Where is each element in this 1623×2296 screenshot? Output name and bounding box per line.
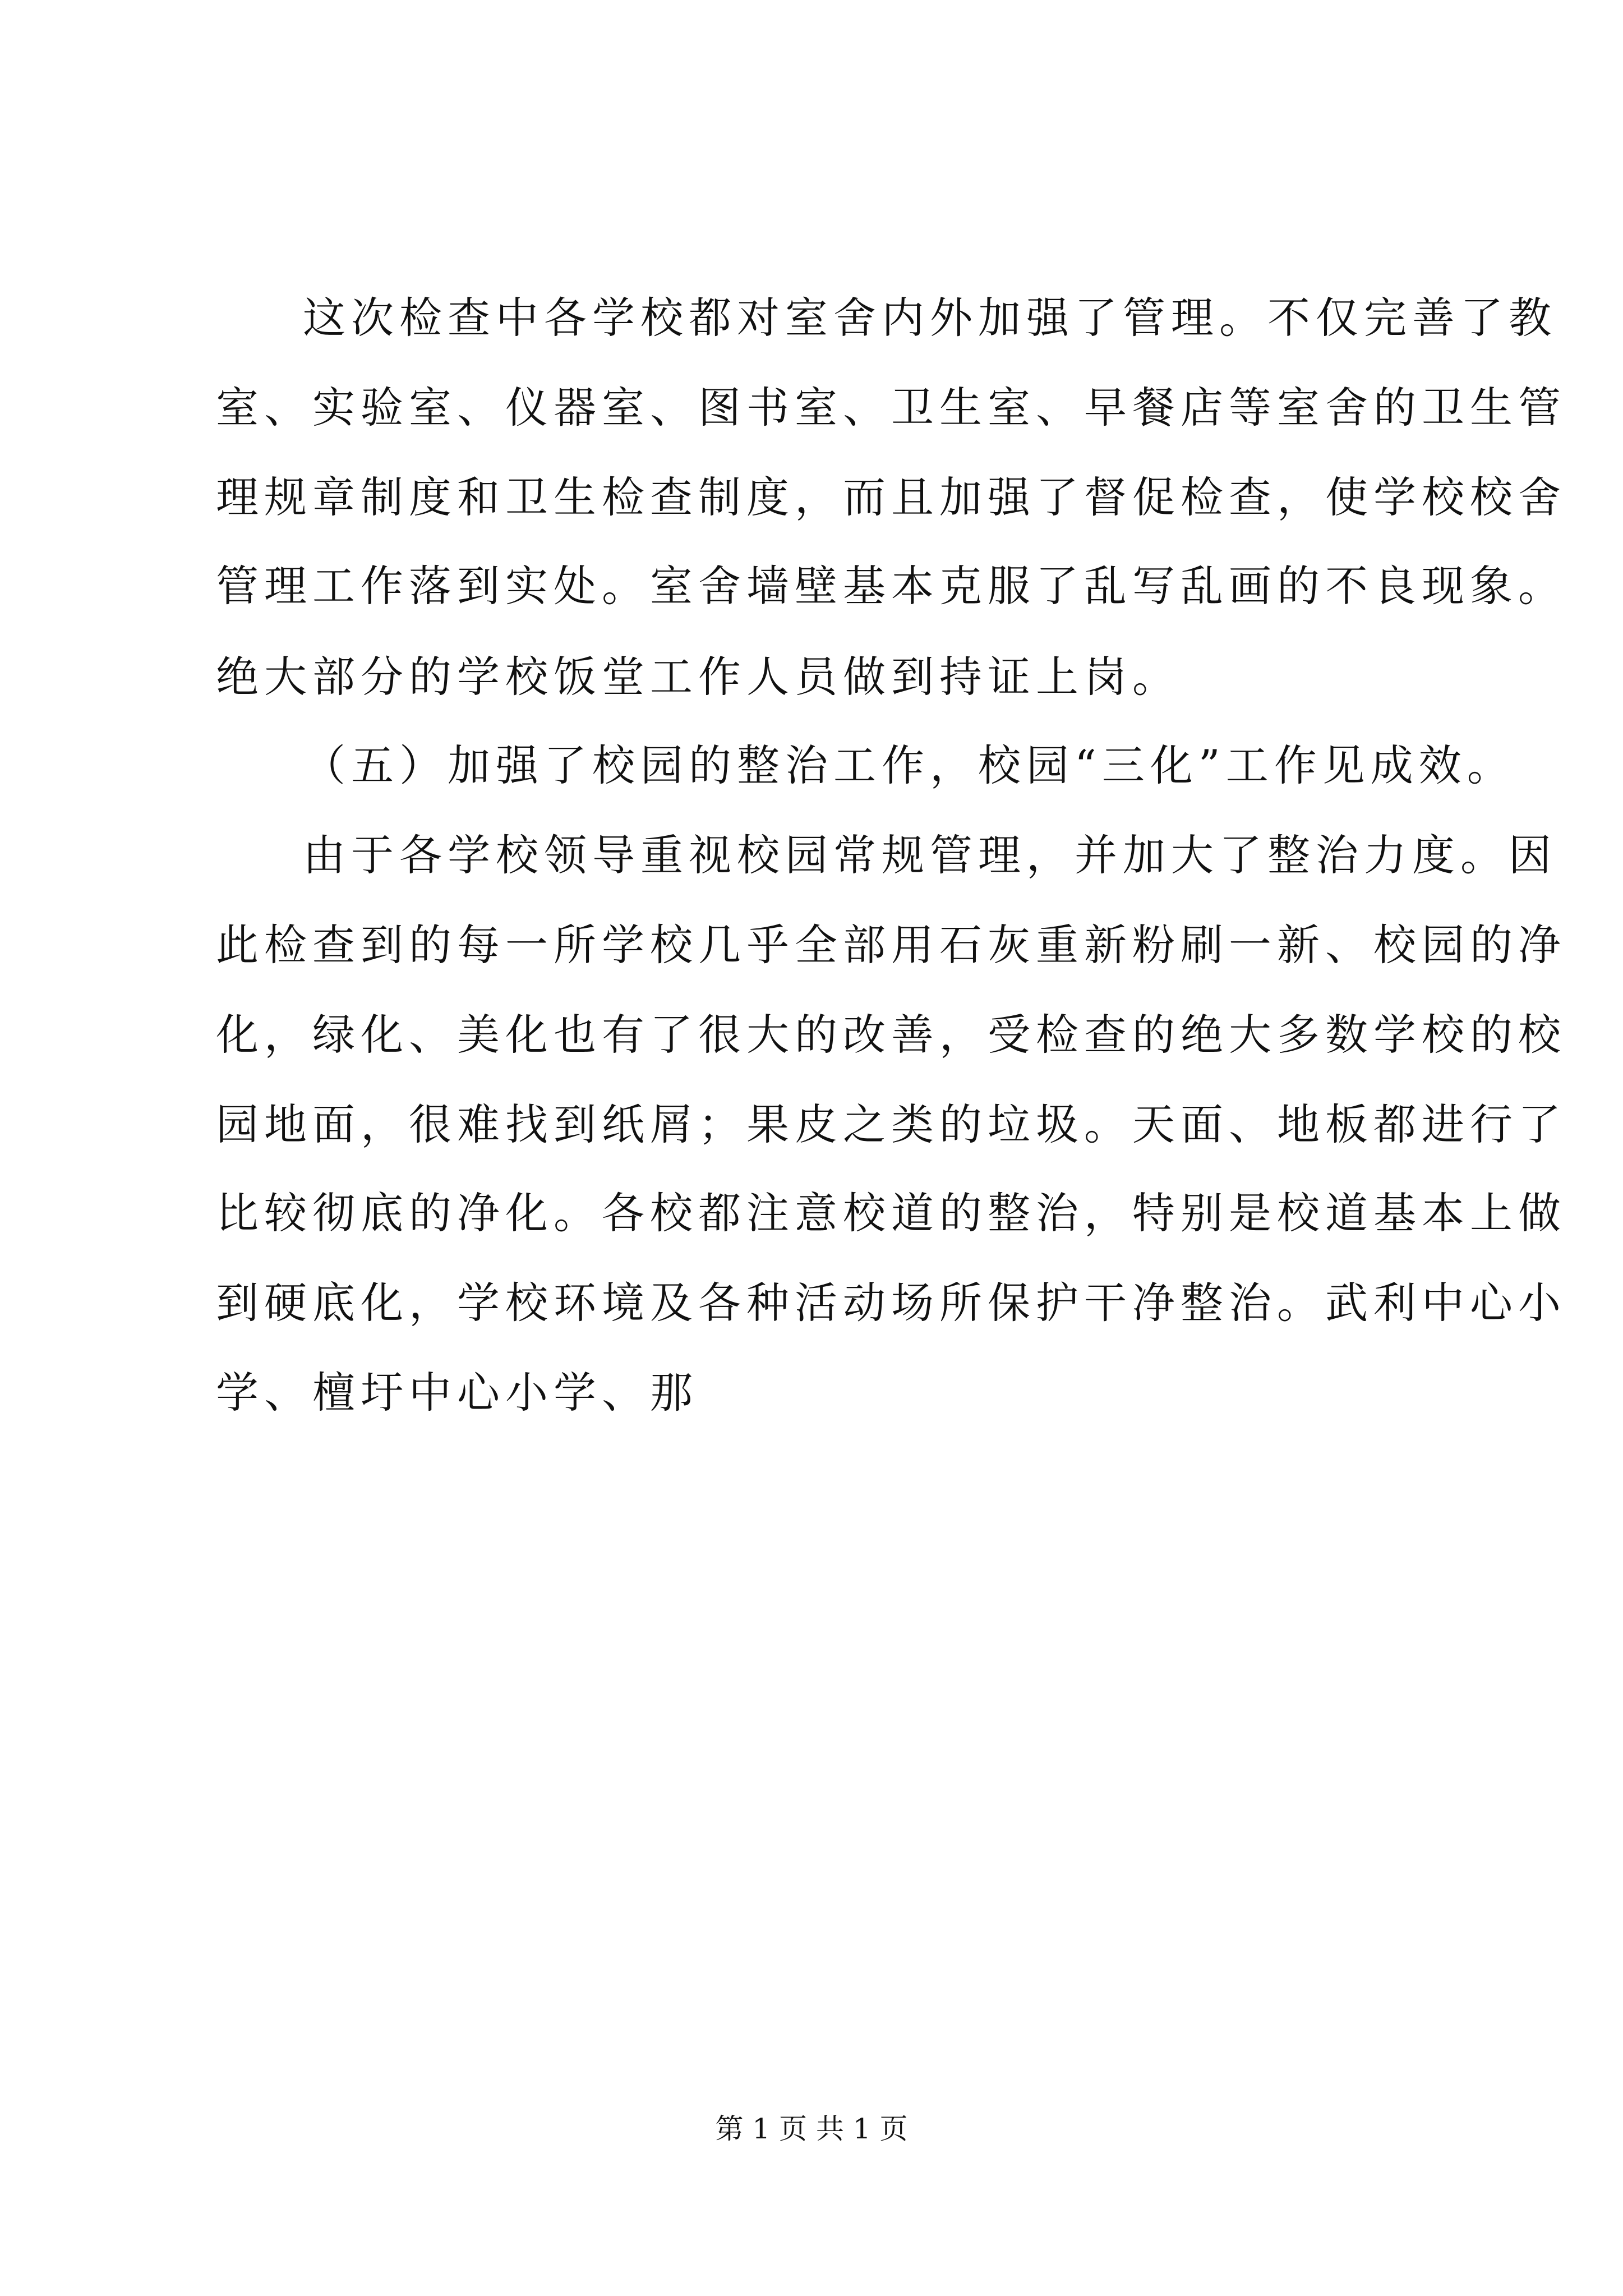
paragraph-line: 由于各学校领导重视校园常规管理，并加大了整治力度。因 bbox=[303, 830, 1557, 880]
paragraph-line: 这次检查中各学校都对室舍内外加强了管理。不仅完善了教 bbox=[303, 293, 1557, 343]
paragraph-line: 化，绿化、美化也有了很大的改善，受检查的绝大多数学校的校 bbox=[216, 1010, 1566, 1060]
paragraph-line: 园地面，很难找到纸屑；果皮之类的垃圾。天面、地板都进行了 bbox=[216, 1099, 1566, 1149]
paragraph-line: 比较彻底的净化。各校都注意校道的整治，特别是校道基本上做 bbox=[216, 1188, 1566, 1238]
paragraph-line: 到硬底化，学校环境及各种活动场所保护干净整治。武利中心小 bbox=[216, 1278, 1566, 1328]
paragraph-line: 理规章制度和卫生检查制度，而且加强了督促检查，使学校校舍 bbox=[216, 472, 1566, 522]
paragraph-line: 学、檀圩中心小学、那 bbox=[216, 1368, 698, 1418]
paragraph-line: 室、实验室、仪器室、图书室、卫生室、早餐店等室舍的卫生管 bbox=[216, 383, 1566, 432]
paragraph-line: 此检查到的每一所学校几乎全部用石灰重新粉刷一新、校园的净 bbox=[216, 920, 1566, 970]
paragraph-line: 管理工作落到实处。室舍墙壁基本克服了乱写乱画的不良现象。 bbox=[216, 561, 1566, 611]
paragraph-line: 绝大部分的学校饭堂工作人员做到持证上岗。 bbox=[216, 652, 1181, 702]
page-number-footer: 第 1 页 共 1 页 bbox=[715, 2113, 908, 2145]
section-heading: （五）加强了校园的整治工作，校园“三化”工作见成效。 bbox=[303, 740, 1515, 790]
